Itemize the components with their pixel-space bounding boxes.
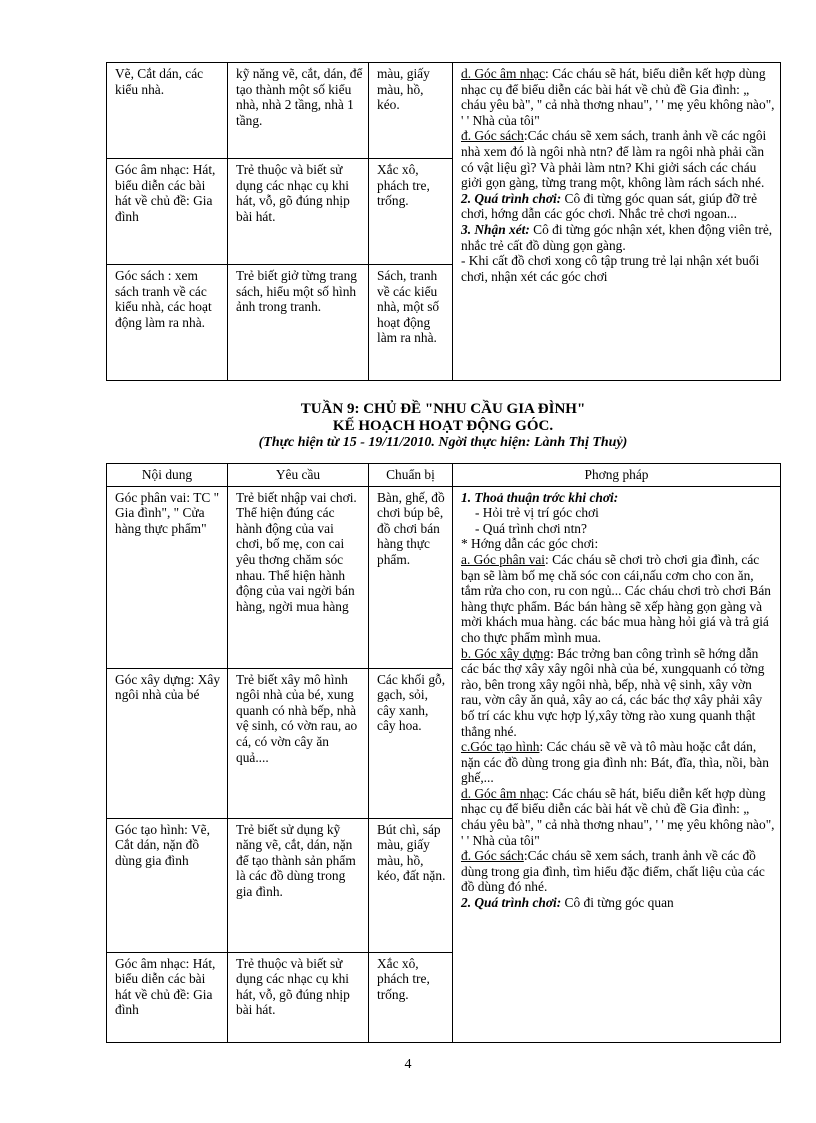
goc-am-nhac-text: : Các cháu sẽ hát, biểu diễn kết hợp dùng nhạc cụ để biểu diễn các bài hát về chủ đề Gia đình: „ cháu yêu bà", '' cả nhà thơng nhau", ' ' mẹ yêu không nào", ' ' Nhà của tôi" (461, 66, 775, 128)
preparation-cell: màu, giấy màu, hồ, kéo. (369, 63, 453, 159)
goc-am-nhac-label: d. Góc âm nhạc (461, 785, 546, 801)
goc-am-nhac-text: : Các cháu sẽ hát, biểu diễn kết hợp dùng nhạc cụ để biểu diễn các bài hát về chủ đề Gia đình: „ cháu yêu bà", '' cả nhà thơng nhau", ' ' mẹ yêu không nào", ' ' Nhà của tôi" (461, 785, 775, 848)
goc-sach-label: đ. Góc sách (461, 128, 524, 144)
requirement-cell: Trẻ biết sử dụng kỹ năng vẽ, cắt, dán, nặn để tạo thành sản phẩm là các đồ dùng trong gia đình. (228, 818, 369, 952)
goc-phan-vai-label: a. Góc phân vai (461, 551, 546, 567)
table-row (107, 486, 781, 668)
requirement-cell: Trẻ biết xây mô hình ngôi nhà của bé, xung quanh có nhà bếp, nhà vệ sinh, có vờn rau, ao cá, có vờn cây ăn quả.... (228, 668, 369, 818)
nhan-xet-text: Cô đi từng góc nhận xét, khen động viên trẻ, nhắc trẻ cất đồ dùng gọn gàng. (461, 221, 773, 253)
requirement-cell: Trẻ thuộc và biết sử dụng các nhạc cụ khi hát, vỗ, gõ đúng nhịp bài hát. (228, 952, 369, 1042)
header-preparation: Chuẩn bị (369, 464, 453, 487)
nhan-xet-text-2: - Khi cất đồ chơi xong cô tập trung trẻ lại nhận xét buổi chơi, nhận xét các góc chơi (461, 253, 760, 284)
page-number: 4 (404, 1057, 412, 1072)
week-heading: TUẦN 9: CHỦ ĐỀ "NHU CẦU GIA ĐÌNH" (300, 401, 586, 417)
table-header-row (107, 464, 781, 487)
content-cell: Góc âm nhạc: Hát, biểu diễn các bài hát về chủ đề: Gia đình (107, 952, 228, 1042)
header-content: Nội dung (107, 464, 228, 487)
goc-sach-text: :Các cháu sẽ xem sách, tranh ảnh về các ngôi nhà xem đó là ngôi nhà ntn? để làm ra ngôi nhà phải cần có vật liệu gì? Và phải làm ntn? Khi giởi sách các cháu giởi gọn gàng, từng trang một, không làm rách sách nhé. (461, 128, 767, 191)
goc-sach-text: :Các cháu sẽ xem sách, tranh ảnh về các đồ dùng trong gia đình, tìm hiểu đặc điểm, chất liệu của các đồ dùng đó nhé. (461, 848, 765, 895)
requirement-cell: Trẻ biết giở từng trang sách, hiểu một số hình ảnh trong tranh. (228, 265, 369, 381)
requirement-cell: kỹ năng vẽ, cắt, dán, để tạo thành một số kiểu nhà, nhà 2 tầng, nhà 1 tầng. (228, 63, 369, 159)
goc-xay-dung-label: b. Góc xây dựng (461, 645, 551, 661)
goc-am-nhac-label: d. Góc âm nhạc (461, 66, 546, 81)
preparation-cell: Xắc xô, phách tre, trống. (369, 159, 453, 265)
content-cell: Vẽ, Cắt dán, các kiểu nhà. (107, 63, 228, 159)
preparation-cell: Các khối gỗ, gạch, sỏi, cây xanh, cây hoa. (369, 668, 453, 818)
plan-heading: KẾ HOẠCH HOẠT ĐỘNG GÓC. (332, 418, 554, 434)
table-continued (106, 62, 781, 381)
preparation-cell: Sách, tranh về các kiểu nhà, một số hoạt động làm ra nhà. (369, 265, 453, 381)
requirement-cell: Trẻ biết nhập vai chơi. Thể hiện đúng các hành động của vai chơi, bố mẹ, con cai yêu thơng chăm sóc nhau. Thể hiện hành động của vai ngời bán hàng, ngời mua hàng (228, 486, 369, 668)
header-method: Phơng pháp (453, 464, 781, 487)
method-cell (453, 63, 781, 381)
goc-phan-vai-text: : Các cháu sẽ chơi trò chơi gia đình, các bạn sẽ làm bố mẹ chă sóc con cái,nấu cơm cho con ăn, tắm rửa cho con, ru con ngủ... Các cháu chơi trò chơi Bán hàng thực phẩm. Bác bán hàng sẽ xếp hàng gọn gàng và mời khách mua hàng. các bác mua hàng hỏi giá và trả giá cho thực phẩm mình mua. (461, 551, 771, 645)
content-cell: Góc xây dựng: Xây ngôi nhà của bé (107, 668, 228, 818)
plan-subheading: (Thực hiện từ 15 - 19/11/2010. Ngời thực hiện: Lành Thị Thuỷ) (258, 435, 628, 450)
requirement-cell: Trẻ thuộc và biết sử dụng các nhạc cụ khi hát, vỗ, gõ đúng nhịp bài hát. (228, 159, 369, 265)
thoa-thuan-item: - Quá trình chơi ntn? (475, 520, 587, 536)
goc-tao-hinh-label: c.Góc tạo hình (461, 739, 540, 755)
content-cell: Góc phân vai: TC " Gia đình", " Cửa hàng thực phẩm" (107, 486, 228, 668)
thoa-thuan-label: 1. Thoả thuận trớc khi chơi: (461, 489, 619, 505)
method-cell (453, 486, 781, 1042)
content-cell: Góc tạo hình: Vẽ, Cắt dán, nặn đồ dùng gia đình (107, 818, 228, 952)
nhan-xet-label: 3. Nhận xét: (461, 221, 530, 237)
qua-trinh-choi-label: 2. Quá trình chơi: (461, 895, 562, 911)
huong-dan-label: * Hớng dẫn các góc chơi: (461, 536, 599, 552)
preparation-cell: Bàn, ghế, đồ chơi búp bê, đồ chơi bán hàng thực phẩm. (369, 486, 453, 668)
table-row (107, 63, 781, 159)
activity-table (106, 463, 781, 1043)
qua-trinh-choi-label: 2. Quá trình chơi: (461, 190, 562, 206)
qua-trinh-choi-text: Cô đi từng góc quan (561, 895, 674, 911)
header-requirement: Yêu cầu (228, 464, 369, 487)
content-cell: Góc âm nhạc: Hát, biểu diễn các bài hát về chủ đề: Gia đình (107, 159, 228, 265)
goc-tao-hinh-text: : Các cháu sẽ vẽ và tô màu hoặc cắt dán, nặn các đồ dùng trong gia đình nh: Bát, đĩa, thìa, nồi, bàn ghế,... (461, 739, 769, 786)
goc-sach-label: đ. Góc sách (461, 848, 524, 864)
goc-xay-dung-text: : Bác trởng ban công trình sẽ hớng dẫn các bác thợ xây xây ngôi nhà của bé, xungquanh có tờng rào, bên trong xây ngôi nhà, bếp, nhà vệ sinh, xây vờn rau, vờn cây ăn quả, xây ao cá, các bác thợ xây phải xây bố trí các khu vực hợp lý,xây tờng rào xung quanh thật thẳng nhé. (461, 645, 765, 739)
thoa-thuan-item: - Hỏi trẻ vị trí góc chơi (475, 505, 599, 521)
preparation-cell: Xắc xô, phách tre, trống. (369, 952, 453, 1042)
content-cell: Góc sách : xem sách tranh về các kiểu nhà, các hoạt động làm ra nhà. (107, 265, 228, 381)
preparation-cell: Bút chì, sáp màu, giấy màu, hồ, kéo, đất nặn. (369, 818, 453, 952)
qua-trinh-choi-text: Cô đi từng góc quan sát, giúp đỡ trẻ chơi, hớng dẫn các góc chơi. Nhắc trẻ chơi ngoan... (461, 190, 758, 222)
